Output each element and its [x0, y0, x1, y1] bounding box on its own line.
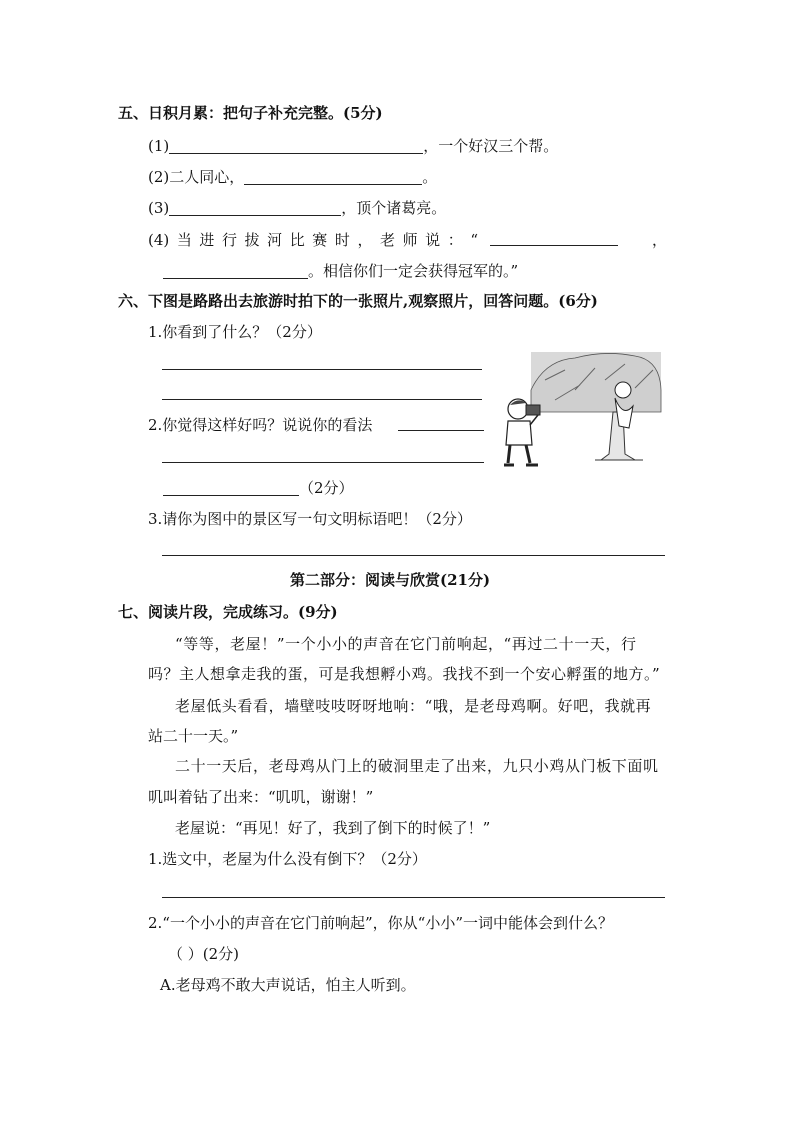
q1-number: (1)	[148, 137, 170, 155]
sec5-q4-text: (4) 当 进 行 拔 河 比 赛 时 ， 老 师 说 ： “	[148, 231, 478, 249]
answer-line[interactable]	[162, 555, 665, 556]
passage-line: 吗？主人想拿走我的蛋，可是我想孵小鸡。我找不到一个安心孵蛋的地方。”	[148, 665, 661, 683]
sec5-q4-line2	[163, 261, 518, 281]
passage-line: 老屋低头看看，墙壁吱吱呀呀地响：“哦，是老母鸡啊。好吧，我就再	[175, 697, 652, 715]
camera-icon	[526, 405, 540, 415]
section-5-title: 五、日积月累：把句子补充完整。(5分)	[118, 104, 383, 122]
q4-comma: ，	[652, 231, 668, 249]
passage-line: “等等，老屋！”一个小小的声音在它门前响起，“再过二十一天，行	[175, 635, 637, 653]
answer-blank[interactable]	[169, 201, 341, 216]
passage-line: 站二十一天。”	[148, 727, 239, 745]
sec5-q3	[148, 198, 446, 218]
q2-text: 2.你觉得这样好吗？说说你的看法	[148, 416, 373, 434]
q3-text: ，顶个诸葛亮。	[341, 199, 447, 217]
answer-blank[interactable]	[490, 245, 618, 246]
answer-paren[interactable]: （ ）(2分)	[168, 945, 240, 963]
q2-text: (2)二人同心，	[148, 168, 245, 186]
sec6-q2	[148, 415, 372, 435]
section-7-title: 七、阅读片段，完成练习。(9分)	[118, 603, 338, 621]
q4-text: 。相信你们一定会获得冠军的。”	[308, 262, 519, 280]
q1-text: ，一个好汉三个帮。	[423, 137, 559, 155]
sec6-q2-line	[163, 478, 354, 498]
sec6-q3: 3.请你为图中的景区写一句文明标语吧！（2分）	[148, 510, 472, 528]
photographer-icon	[500, 395, 550, 470]
part-2-title: 第二部分：阅读与欣赏(21分)	[290, 571, 491, 589]
sec7-q2: 2.“一个小小的声音在它门前响起”，你从“小小”一词中能体会到什么？	[148, 914, 613, 932]
passage-line: 叽叫着钻了出来：“叽叽，谢谢！”	[148, 788, 374, 806]
answer-blank[interactable]	[398, 430, 484, 431]
answer-blank[interactable]	[163, 264, 308, 279]
answer-line[interactable]	[162, 399, 482, 400]
q3-number: (3)	[148, 199, 170, 217]
section-6-title: 六、下图是路路出去旅游时拍下的一张照片,观察照片，回答问题。(6分)	[118, 292, 598, 310]
answer-blank[interactable]	[169, 139, 423, 154]
score: （2分）	[299, 479, 354, 497]
climber-head	[615, 382, 631, 398]
sec7-q1: 1.选文中，老屋为什么没有倒下？（2分）	[148, 850, 427, 868]
sec5-q1	[148, 136, 558, 156]
answer-blank[interactable]	[244, 170, 422, 185]
answer-line[interactable]	[162, 462, 484, 463]
passage-line: 二十一天后，老母鸡从门上的破洞里走了出来，九只小鸡从门板下面叽	[175, 757, 659, 775]
answer-line[interactable]	[162, 369, 482, 370]
passage-line: 老屋说：“再见！好了，我到了倒下的时候了！”	[175, 819, 491, 837]
option-a[interactable]: A.老母鸡不敢大声说话，怕主人听到。	[160, 976, 416, 994]
answer-blank[interactable]	[163, 481, 299, 496]
q2-tail: 。	[422, 168, 438, 186]
sec6-q1: 1.你看到了什么？（2分）	[148, 323, 322, 341]
answer-line[interactable]	[162, 897, 665, 898]
sec5-q2	[148, 167, 437, 187]
